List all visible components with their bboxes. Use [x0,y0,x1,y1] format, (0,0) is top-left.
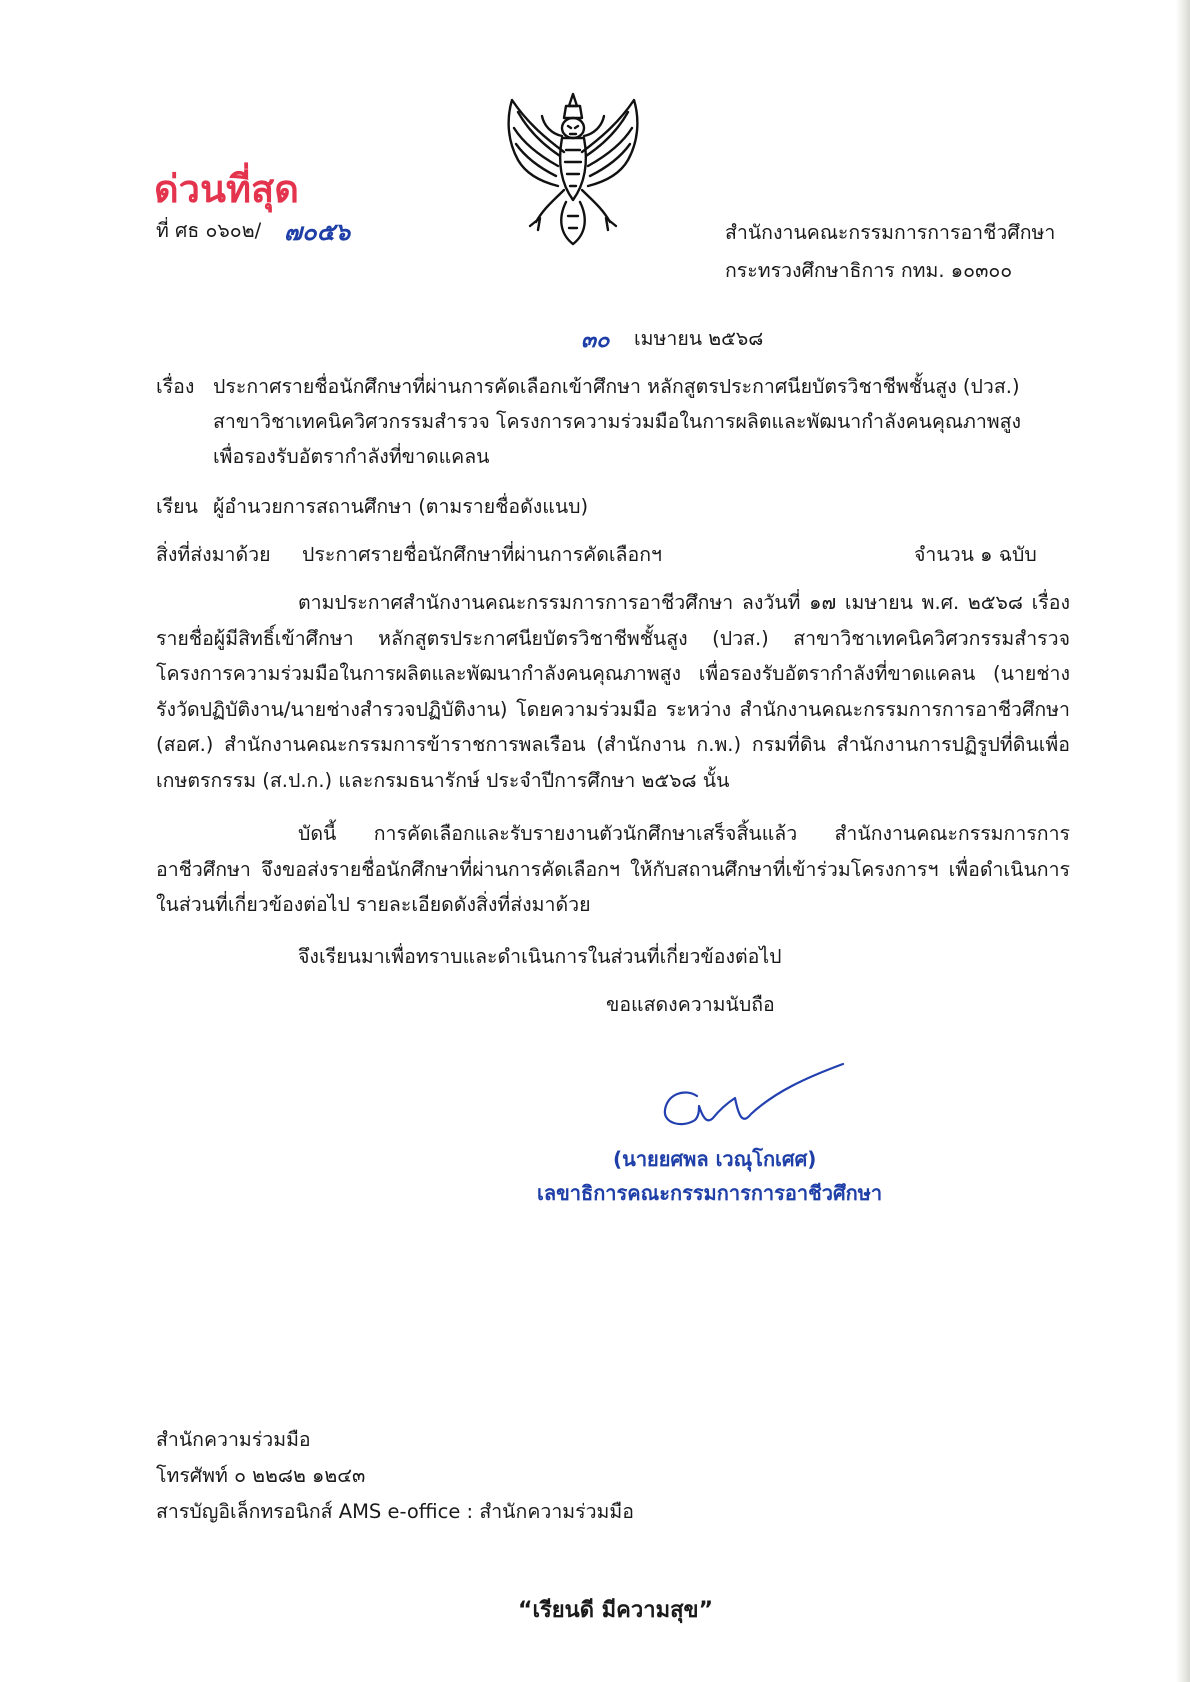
addressee-label: เรียน [156,495,198,518]
motto: “เรียนดี มีความสุข” [518,1598,714,1623]
reference-number: ๗๐๕๖ [284,218,351,246]
agency-name: สำนักงานคณะกรรมการการอาชีวศึกษา [725,221,1056,244]
reference-prefix: ที่ ศธ ๐๖๐๒/ [156,219,262,242]
subject-line-1: ประกาศรายชื่อนักศึกษาที่ผ่านการคัดเลือกเข้าศึกษา หลักสูตรประกาศนียบัตรวิชาชีพชั้นสูง (ปวส.) [213,375,1020,398]
garuda-emblem-icon [498,90,648,250]
handwritten-signature-icon [655,1058,855,1138]
signatory-name: (นายยศพล เวณุโกเศศ) [613,1147,817,1171]
agency-address: กระทรวงศึกษาธิการ กทม. ๑๐๓๐๐ [725,259,1013,282]
enclosure-count: จำนวน ๑ ฉบับ [914,543,1037,566]
subject-line-2: สาขาวิชาเทคนิควิศวกรรมสำรวจ โครงการความร่วมมือในการผลิตและพัฒนากำลังคนคุณภาพสูง [213,410,1022,433]
page-edge-shadow [1176,0,1190,1682]
signatory-position: เลขาธิการคณะกรรมการการอาชีวศึกษา [537,1181,883,1205]
date-month-year: เมษายน ๒๕๖๘ [634,327,764,350]
closing-sentence: จึงเรียนมาเพื่อทราบและดำเนินการในส่วนที่เกี่ยวข้องต่อไป [298,945,782,968]
enclosure-label: สิ่งที่ส่งมาด้วย [156,543,271,566]
subject-line-3: เพื่อรองรับอัตรากำลังที่ขาดแคลน [213,445,490,468]
urgency-stamp: ด่วนที่สุด [154,167,299,211]
subject-label: เรื่อง [156,375,195,398]
body-paragraph-2 [156,816,1070,923]
body-paragraph-2-text: บัดนี้ การคัดเลือกและรับรายงานตัวนักศึกษาเสร็จสิ้นแล้ว สำนักงานคณะกรรมการการอาชีวศึกษา จึงขอส่งรายชื่อนักศึกษาที่ผ่านการคัดเลือกฯ ให้กับสถานศึกษาที่เข้าร่วมโครงการฯ เพื่อดำเนินการในส่วนที่เกี่ยวข้องต่อไป รายละเอียดดังสิ่งที่ส่งมาด้วย [156,822,1070,916]
footer-department: สำนักความร่วมมือ [156,1428,311,1451]
body-paragraph-1 [156,585,1070,798]
regards: ขอแสดงความนับถือ [606,993,775,1016]
date-day: ๓๐ [581,328,610,353]
enclosure-text: ประกาศรายชื่อนักศึกษาที่ผ่านการคัดเลือกฯ [302,543,662,566]
footer-phone: โทรศัพท์ ๐ ๒๒๘๒ ๑๒๔๓ [156,1464,366,1487]
addressee-text: ผู้อำนวยการสถานศึกษา (ตามรายชื่อดังแนบ) [213,495,589,518]
body-paragraph-1-text: ตามประกาศสำนักงานคณะกรรมการการอาชีวศึกษา ลงวันที่ ๑๗ เมษายน พ.ศ. ๒๕๖๘ เรื่องรายชื่อผู้มีสิทธิ์เข้าศึกษา หลักสูตรประกาศนียบัตรวิชาชีพชั้นสูง (ปวส.) สาขาวิชาเทคนิควิศวกรรมสำรวจ โครงการความร่วมมือในการผลิตและพัฒนากำลังคนคุณภาพสูง เพื่อรองรับอัตรากำลังที่ขาดแคลน (นายช่างรังวัดปฏิบัติงาน/นายช่างสำรวจปฏิบัติงาน) โดยความร่วมมือ ระหว่าง สำนักงานคณะกรรมการการอาชีวศึกษา (สอศ.) สำนักงานคณะกรรมการข้าราชการพลเรือน (สำนักงาน ก.พ.) กรมที่ดิน สำนักงานการปฏิรูปที่ดินเพื่อเกษตรกรรม (ส.ป.ก.) และกรมธนารักษ์ ประจำปีการศึกษา ๒๕๖๘ นั้น [156,591,1070,792]
footer-email: สารบัญอิเล็กทรอนิกส์ AMS e-office : สำนักความร่วมมือ [156,1500,634,1523]
